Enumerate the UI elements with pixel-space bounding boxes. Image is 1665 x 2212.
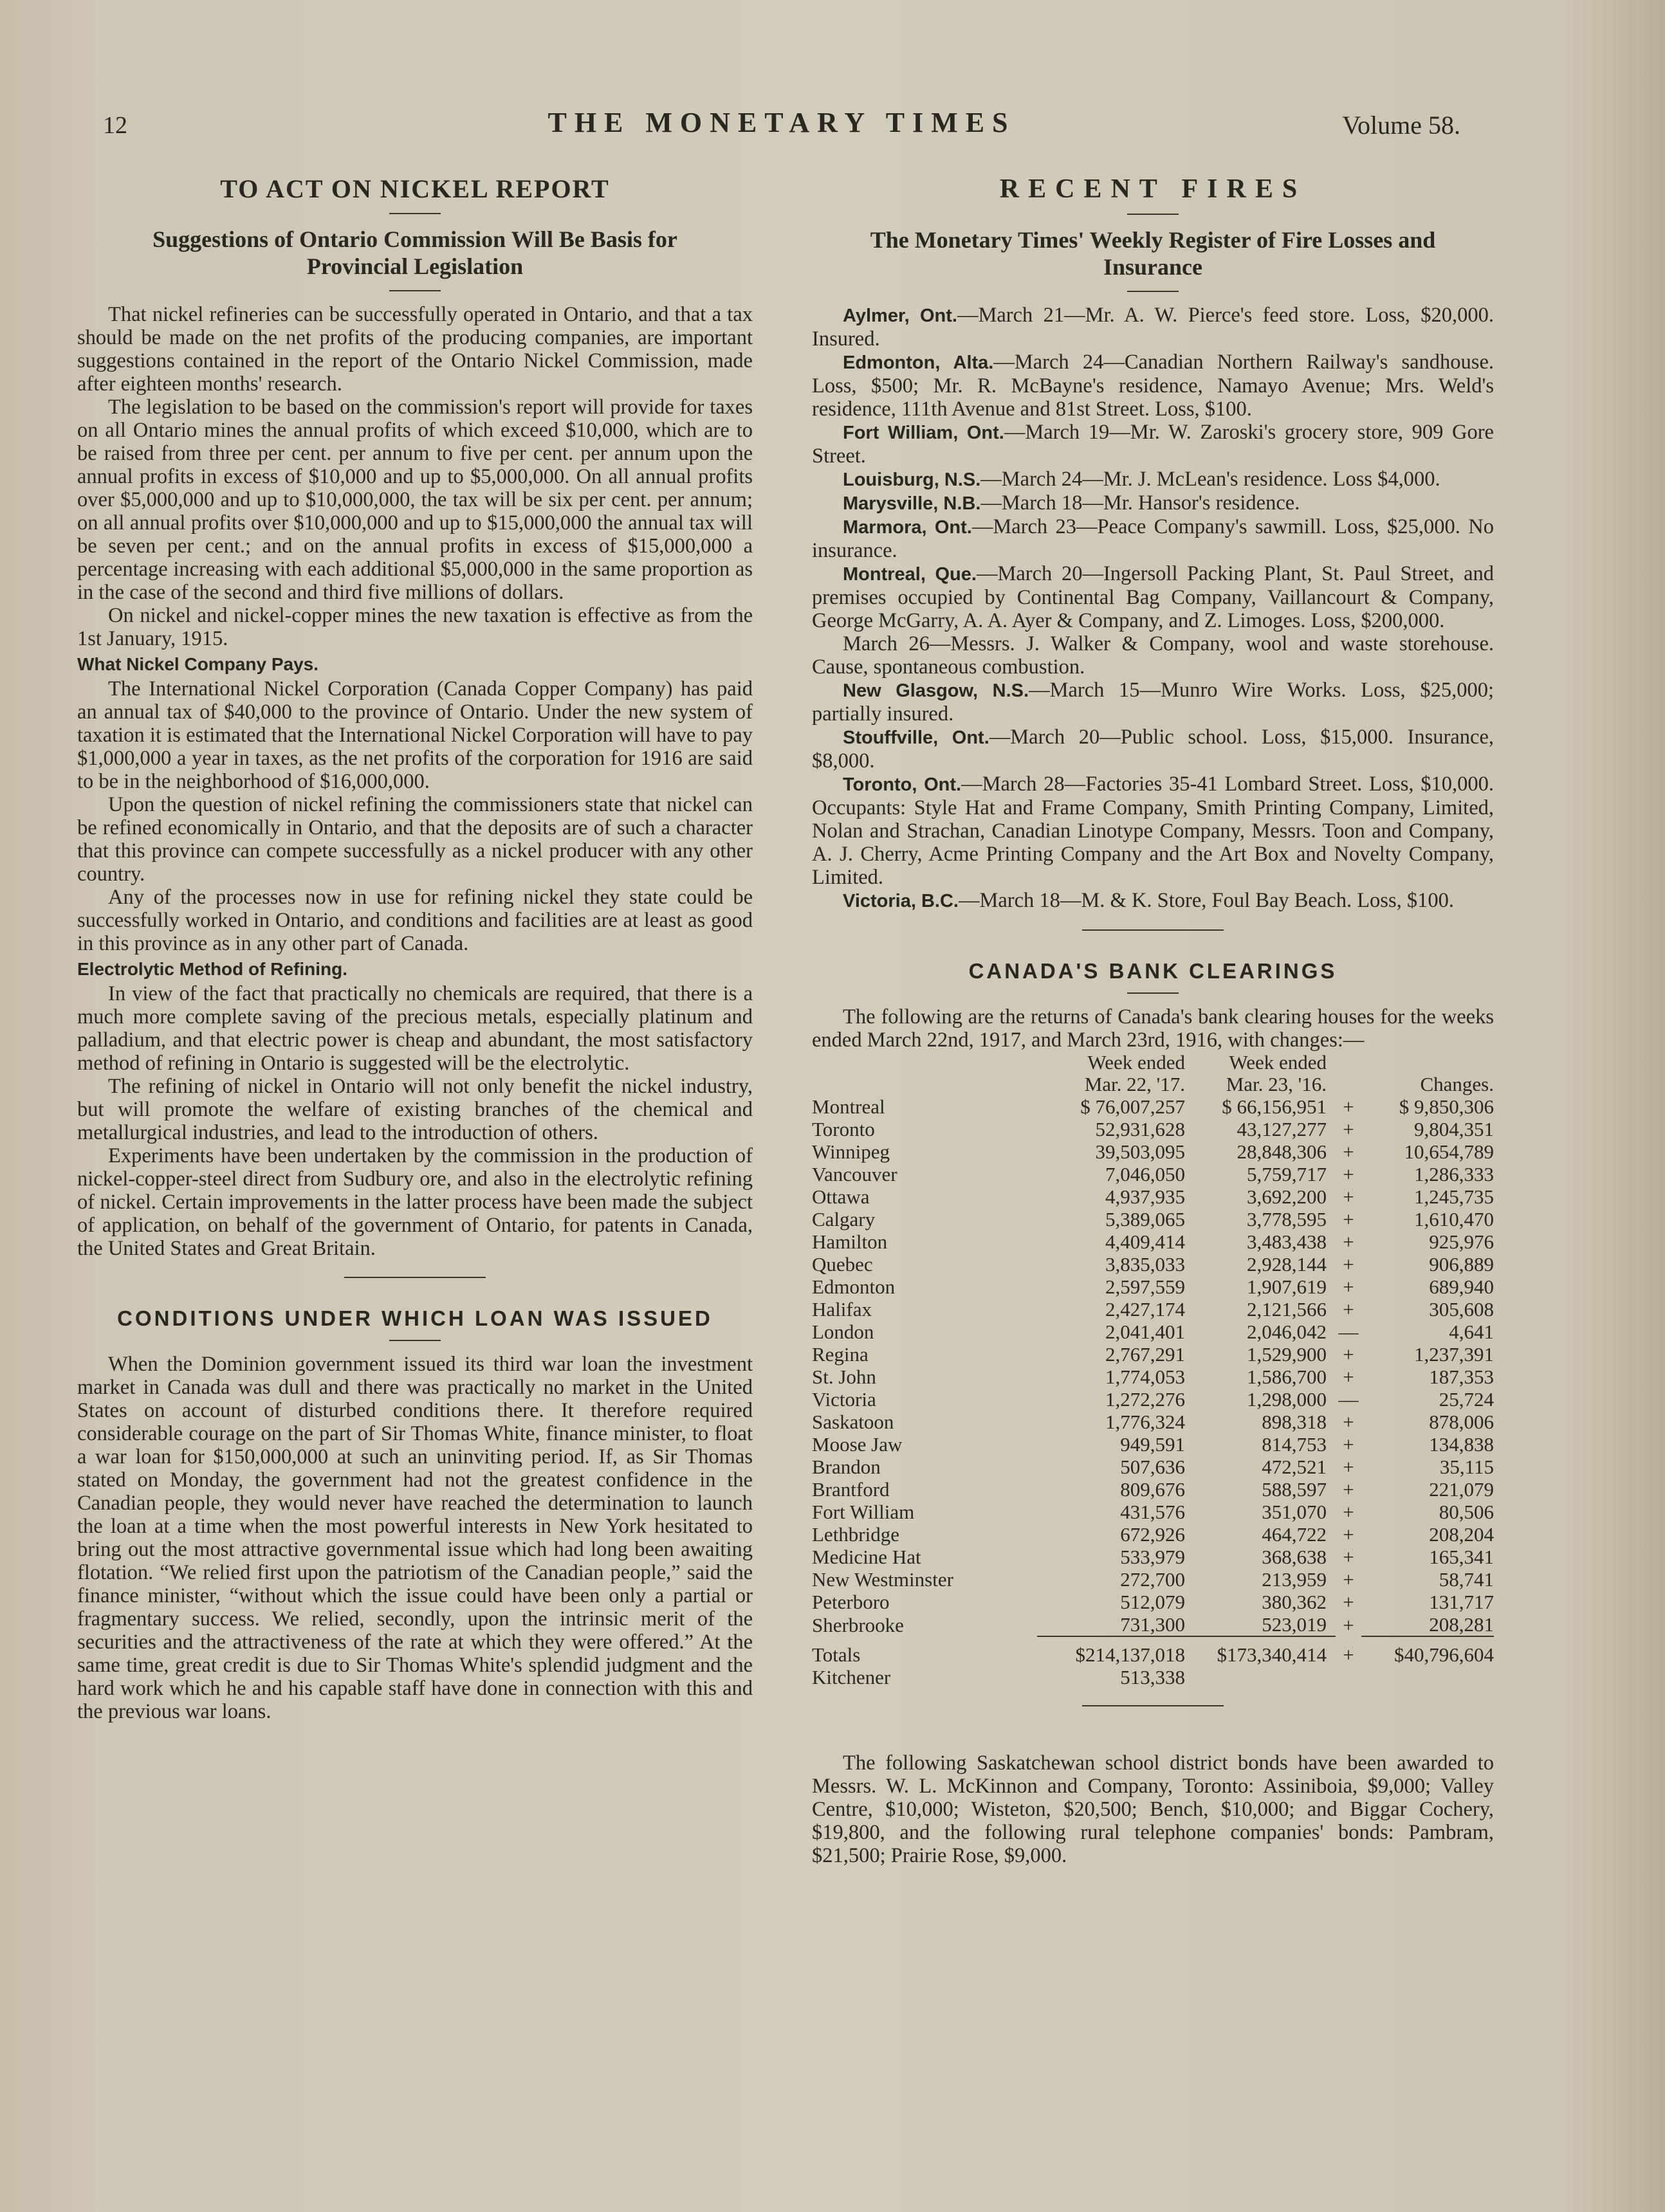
- fire-details: —March 15—Munro Wire Works. Loss, $25,000; partially insured.: [812, 679, 1494, 726]
- table-cell: 35,115: [1439, 1456, 1494, 1478]
- table-row: [812, 1118, 1494, 1140]
- table-cell: 221,079: [1429, 1478, 1494, 1501]
- table-row: [812, 1366, 1494, 1388]
- table-cell: 1,774,053: [1105, 1366, 1185, 1388]
- clearings-table: [812, 1052, 1494, 1688]
- table-cell: +: [1343, 1185, 1354, 1208]
- table-cell: 25,724: [1439, 1388, 1494, 1411]
- fire-place: Victoria, B.C.: [843, 891, 959, 911]
- table-cell: 187,353: [1429, 1366, 1494, 1388]
- fire-entry: [812, 679, 1494, 726]
- table-cell: +: [1343, 1208, 1354, 1230]
- table-cell: 1,298,000: [1247, 1388, 1327, 1411]
- fire-details: —March 18—M. & K. Store, Foul Bay Beach. Loss, $100.: [958, 889, 1454, 912]
- table-cell: +: [1343, 1501, 1354, 1523]
- table-cell: 213,959: [1262, 1568, 1327, 1591]
- article-paragraph: The refining of nickel in Ontario will not only benefit the nickel industry, but will promote the welfare of existing branches of the chemical and metallurgical industries, and lead to the introduction of others.: [77, 1075, 753, 1144]
- city-cell: Peterboro: [812, 1591, 890, 1613]
- fire-place: Marmora, Ont.: [843, 517, 972, 538]
- table-row: [812, 1298, 1494, 1321]
- table-cell: 464,722: [1262, 1523, 1327, 1546]
- table-row: [812, 1613, 1494, 1636]
- table-cell: 431,576: [1120, 1501, 1185, 1523]
- table-row: [812, 1321, 1494, 1343]
- city-cell: New Westminster: [812, 1568, 953, 1591]
- table-cell: 731,300: [1120, 1613, 1185, 1636]
- table-cell: 3,483,438: [1247, 1230, 1327, 1253]
- city-cell: St. John: [812, 1366, 876, 1388]
- city-cell: Medicine Hat: [812, 1546, 921, 1568]
- column-header: Mar. 22, '17.: [1084, 1073, 1185, 1095]
- nickel-subheading: Suggestions of Ontario Commission Will Be Basis for Provincial Legislation: [152, 226, 677, 279]
- table-cell: +: [1343, 1478, 1354, 1501]
- table-cell: 10,654,789: [1404, 1140, 1494, 1163]
- fires-subheading: The Monetary Times' Weekly Register of Fire Losses and Insurance: [870, 227, 1436, 280]
- table-cell: 925,976: [1429, 1230, 1494, 1253]
- table-cell: 165,341: [1429, 1546, 1494, 1568]
- table-cell: 3,835,033: [1105, 1253, 1185, 1275]
- table-row: [812, 1388, 1494, 1411]
- article-paragraph: When the Dominion government issued its third war loan the investment market in Canada was dull and there was practically no market in the United States on account of disturbed conditions there. It therefore required considerable courage on the part of Sir Thomas White, finance minister, to float a war loan for $150,000,000 at such an uninviting period. If, as Sir Thomas stated on Monday, the government had not the greatest confidence in the Canadian people, they would never have reached the determination to launch the loan at a time when the most powerful interests in New York hesitated to bring out the most attractive governmental issue which had long been awaiting flotation. “We relied first upon the patriotism of the Canadian people,” said the finance minister, “without which the issue could have been only a partial or fragmentary success. We relied, secondly, upon the intrinsic merit of the securities and the attractiveness of the rate at which they were offered.” At the same time, great credit is due to Sir Thomas White's splendid judgment and the hard work which he and his capable staff have done in connection with this and the previous war loans.: [77, 1353, 753, 1723]
- table-cell: 208,281: [1429, 1613, 1494, 1636]
- fire-details: —March 24—Canadian Northern Railway's sandhouse. Loss, $500; Mr. R. McBayne's residence, Namayo Avenue; Mrs. Weld's residence, 111th Avenue and 81st Street. Loss, $100.: [812, 351, 1494, 421]
- heading-rule: [389, 213, 441, 214]
- table-cell: 3,692,200: [1247, 1185, 1327, 1208]
- city-cell: Regina: [812, 1343, 869, 1366]
- table-cell: +: [1343, 1343, 1354, 1366]
- article-paragraph: On nickel and nickel-copper mines the new taxation is effective as from the 1st January, 1915.: [77, 604, 753, 650]
- table-cell: 533,979: [1120, 1546, 1185, 1568]
- city-cell: Brantford: [812, 1478, 890, 1501]
- table-row: [812, 1163, 1494, 1185]
- table-cell: 672,926: [1120, 1523, 1185, 1546]
- city-cell: Fort William: [812, 1501, 915, 1523]
- table-cell: 7,046,050: [1105, 1163, 1185, 1185]
- table-row: [812, 1095, 1494, 1118]
- table-cell: 1,245,735: [1414, 1185, 1494, 1208]
- table-row: [812, 1546, 1494, 1568]
- table-cell: 1,610,470: [1414, 1208, 1494, 1230]
- table-cell: 513,338: [1120, 1666, 1185, 1688]
- city-cell: Winnipeg: [812, 1140, 890, 1163]
- heading-rule: [1127, 291, 1179, 292]
- table-cell: +: [1343, 1275, 1354, 1298]
- running-header: [103, 106, 1460, 145]
- fires-heading: RECENT FIRES: [999, 174, 1307, 204]
- column-header: Changes.: [1420, 1073, 1494, 1095]
- fire-entry: [812, 491, 1494, 515]
- table-cell: 58,741: [1439, 1568, 1494, 1591]
- table-cell: 2,046,042: [1247, 1321, 1327, 1343]
- table-header-row: [812, 1074, 1494, 1095]
- fire-place: New Glasgow, N.S.: [843, 681, 1029, 701]
- table-cell: 906,889: [1429, 1253, 1494, 1275]
- fire-entry: [812, 562, 1494, 632]
- fire-details: March 26—Messrs. J. Walker & Company, wool and waste storehouse. Cause, spontaneous combustion.: [812, 632, 1494, 679]
- table-row: [812, 1343, 1494, 1366]
- table-cell: 2,597,559: [1105, 1275, 1185, 1298]
- table-cell: 1,237,391: [1414, 1343, 1494, 1366]
- fire-details: —March 20—Ingersoll Packing Plant, St. Paul Street, and premises occupied by Continental Bag Company, Vaillancourt & Company, George McGarry, A. A. Ayer & Company, and Z. Limoges. Loss, $200,000.: [812, 562, 1494, 632]
- table-row: [812, 1275, 1494, 1298]
- table-cell: 507,636: [1120, 1456, 1185, 1478]
- table-cell: 512,079: [1120, 1591, 1185, 1613]
- city-cell: London: [812, 1321, 874, 1343]
- table-cell: 5,759,717: [1247, 1163, 1327, 1185]
- fire-entry: [812, 515, 1494, 562]
- fire-place: Aylmer, Ont.: [843, 306, 957, 326]
- table-cell: 1,272,276: [1105, 1388, 1185, 1411]
- heading-rule: [1127, 214, 1179, 215]
- city-cell: Montreal: [812, 1095, 885, 1118]
- city-cell: Quebec: [812, 1253, 873, 1275]
- table-cell: 878,006: [1429, 1411, 1494, 1433]
- table-row: [812, 1568, 1494, 1591]
- city-cell: Ottawa: [812, 1185, 870, 1208]
- article-paragraph: In view of the fact that practically no chemicals are required, that there is a much more complete saving of the precious metals, especially platinum and palladium, and that electric power is cheap and abundant, the most satisfactory method of refining in Ontario is suggested will be the electrolytic.: [77, 982, 753, 1075]
- table-cell: 809,676: [1120, 1478, 1185, 1501]
- table-cell: 2,041,401: [1105, 1321, 1185, 1343]
- fire-entry: [812, 889, 1494, 913]
- heading-rule: [389, 290, 441, 291]
- fire-place: Marysville, N.B.: [843, 493, 981, 514]
- table-row: [812, 1523, 1494, 1546]
- city-cell: Halifax: [812, 1298, 872, 1321]
- left-column: [77, 174, 753, 1723]
- fire-details: —March 18—Mr. Hansor's residence.: [980, 491, 1300, 515]
- table-cell: +: [1343, 1411, 1354, 1433]
- fire-entry: [812, 632, 1494, 679]
- totals-label: Totals: [812, 1643, 861, 1666]
- table-cell: 305,608: [1429, 1298, 1494, 1321]
- city-cell: Toronto: [812, 1118, 875, 1140]
- column-header: Week ended: [1087, 1051, 1185, 1074]
- table-row: [812, 1478, 1494, 1501]
- table-cell: 4,937,935: [1105, 1185, 1185, 1208]
- table-cell: +: [1343, 1546, 1354, 1568]
- table-cell: $ 76,007,257: [1080, 1095, 1185, 1118]
- fire-details: —March 23—Peace Company's sawmill. Loss, $25,000. No insurance.: [812, 515, 1494, 562]
- heading-rule: [389, 1340, 441, 1341]
- table-cell: 351,070: [1262, 1501, 1327, 1523]
- publication-title: THE MONETARY TIMES: [547, 107, 1016, 138]
- fire-place: Louisburg, N.S.: [843, 470, 981, 490]
- fire-details: —March 20—Public school. Loss, $15,000. Insurance, $8,000.: [812, 726, 1494, 772]
- page-number: 12: [103, 112, 127, 139]
- table-cell: +: [1343, 1230, 1354, 1253]
- clearings-intro: The following are the returns of Canada's bank clearing houses for the weeks ended March 22nd, 1917, and March 23rd, 1916, with changes:—: [812, 1005, 1494, 1052]
- fire-details: —March 19—Mr. W. Zaroski's grocery store, 909 Gore Street.: [812, 421, 1494, 468]
- table-row: [812, 1591, 1494, 1613]
- table-cell: +: [1343, 1118, 1354, 1140]
- table-cell: +: [1343, 1613, 1354, 1636]
- table-cell: +: [1343, 1095, 1354, 1118]
- table-row: [812, 1140, 1494, 1163]
- fire-place: Toronto, Ont.: [843, 774, 962, 795]
- table-cell: 52,931,628: [1095, 1118, 1185, 1140]
- table-cell: 689,940: [1429, 1275, 1494, 1298]
- table-cell: 368,638: [1262, 1546, 1327, 1568]
- city-cell: Sherbrooke: [812, 1613, 904, 1636]
- table-row: [812, 1230, 1494, 1253]
- city-cell: Saskatoon: [812, 1411, 894, 1433]
- column-header: Mar. 23, '16.: [1226, 1073, 1327, 1095]
- table-cell: +: [1343, 1298, 1354, 1321]
- table-cell: $40,796,604: [1361, 1636, 1494, 1666]
- table-cell: 472,521: [1262, 1456, 1327, 1478]
- table-cell: 523,019: [1262, 1613, 1327, 1636]
- volume-label: Volume 58.: [1342, 111, 1460, 140]
- section-rule: [344, 1277, 486, 1278]
- table-cell: 208,204: [1429, 1523, 1494, 1546]
- table-cell: 43,127,277: [1237, 1118, 1327, 1140]
- fire-entry: [812, 726, 1494, 772]
- table-row: [812, 1185, 1494, 1208]
- article-paragraph: The International Nickel Corporation (Canada Copper Company) has paid an annual tax of $40,000 to the province of Ontario. Under the new system of taxation it is estimated that the International Nickel Corporation will have to pay $1,000,000 a year in taxes, as the net profits of the corporation for 1916 are said to be in the neighborhood of $16,000,000.: [77, 677, 753, 793]
- table-cell: 1,776,324: [1105, 1411, 1185, 1433]
- fire-details: —March 28—Factories 35-41 Lombard Street. Loss, $10,000. Occupants: Style Hat and Frame Company, Smith Printing Company, Limited, Nolan and Strachan, Canadian Linotype Company, Messrs. Toon and Company, A. J. Cherry, Acme Printing Company and the Art Box and Novelty Company, Limited.: [812, 772, 1494, 889]
- totals-row: [812, 1636, 1494, 1666]
- table-cell: 9,804,351: [1414, 1118, 1494, 1140]
- fire-entry: [812, 421, 1494, 468]
- table-cell: +: [1343, 1253, 1354, 1275]
- table-row: [812, 1666, 1494, 1688]
- city-cell: Calgary: [812, 1208, 876, 1230]
- fire-entry: [812, 304, 1494, 351]
- table-cell: 380,362: [1262, 1591, 1327, 1613]
- table-cell: +: [1343, 1366, 1354, 1388]
- fire-entry: [812, 468, 1494, 491]
- table-row: [812, 1253, 1494, 1275]
- nickel-heading: TO ACT ON NICKEL REPORT: [220, 174, 610, 203]
- table-cell: 2,928,144: [1247, 1253, 1327, 1275]
- city-cell: Victoria: [812, 1388, 876, 1411]
- table-cell: 4,641: [1449, 1321, 1494, 1343]
- table-cell: $ 66,156,951: [1222, 1095, 1327, 1118]
- heading-rule: [1127, 992, 1179, 994]
- table-cell: 2,427,174: [1105, 1298, 1185, 1321]
- fire-place: Fort William, Ont.: [843, 423, 1004, 443]
- table-cell: 588,597: [1262, 1478, 1327, 1501]
- table-cell: +: [1343, 1568, 1354, 1591]
- table-row: [812, 1208, 1494, 1230]
- table-cell: 1,529,900: [1247, 1343, 1327, 1366]
- table-cell: $173,340,414: [1191, 1636, 1336, 1666]
- side-heading: Electrolytic Method of Refining.: [77, 959, 348, 979]
- table-cell: 1,586,700: [1247, 1366, 1327, 1388]
- table-cell: +: [1343, 1433, 1354, 1456]
- table-cell: 5,389,065: [1105, 1208, 1185, 1230]
- table-cell: 1,286,333: [1414, 1163, 1494, 1185]
- table-cell: $214,137,018: [1037, 1636, 1191, 1666]
- table-cell: 28,848,306: [1237, 1140, 1327, 1163]
- section-rule: [1082, 929, 1224, 931]
- article-paragraph: That nickel refineries can be successfully operated in Ontario, and that a tax should be made on the net profits of the producing companies, are important suggestions contained in the report of the Ontario Nickel Commission, made after eighteen months' research.: [77, 303, 753, 396]
- table-row: [812, 1433, 1494, 1456]
- table-cell: 1,907,619: [1247, 1275, 1327, 1298]
- city-cell: Moose Jaw: [812, 1433, 903, 1456]
- article-paragraph: Experiments have been undertaken by the commission in the production of nickel-copper-steel direct from Sudbury ore, and also in the electrolytic refining of nickel. Certain improvements in the latter process have been made the subject of application, on behalf of the government of Ontario, for patents in Canada, the United States and Great Britain.: [77, 1144, 753, 1260]
- table-cell: —: [1338, 1321, 1359, 1343]
- article-paragraph: Any of the processes now in use for refining nickel they state could be successfully worked in Ontario, and conditions and facilities are at least as good in this province as in any other part of Canada.: [77, 886, 753, 955]
- clearings-heading: CANADA'S BANK CLEARINGS: [968, 959, 1338, 983]
- fire-entry: [812, 772, 1494, 889]
- right-column: [812, 174, 1494, 1867]
- table-header-row: [812, 1052, 1494, 1074]
- city-cell: Hamilton: [812, 1230, 888, 1253]
- fire-place: Edmonton, Alta.: [843, 352, 994, 373]
- city-cell: Vancouver: [812, 1163, 897, 1185]
- fire-place: Montreal, Que.: [843, 564, 977, 585]
- city-cell: Edmonton: [812, 1275, 896, 1298]
- table-row: [812, 1456, 1494, 1478]
- article-paragraph: Upon the question of nickel refining the commissioners state that nickel can be refined economically in Ontario, and that the deposits are of such a character that this province can compete successfully as a nickel producer with any other country.: [77, 793, 753, 886]
- fire-entry: [812, 351, 1494, 421]
- table-row: [812, 1501, 1494, 1523]
- loan-heading: CONDITIONS UNDER WHICH LOAN WAS ISSUED: [117, 1306, 713, 1330]
- table-cell: 2,767,291: [1105, 1343, 1185, 1366]
- table-cell: 131,717: [1429, 1591, 1494, 1613]
- table-cell: 39,503,095: [1095, 1140, 1185, 1163]
- fire-details: —March 21—Mr. A. W. Pierce's feed store. Loss, $20,000. Insured.: [812, 304, 1494, 351]
- bonds-paragraph: The following Saskatchewan school district bonds have been awarded to Messrs. W. L. McKinnon and Company, Toronto: Assiniboia, $9,000; Valley Centre, $10,000; Wisteton, $20,500; Bench, $10,000; and Biggar Cochery, $19,800, and the following rural telephone companies' bonds: Pambram, $21,500; Prairie Rose, $9,000.: [812, 1751, 1494, 1867]
- table-cell: 814,753: [1262, 1433, 1327, 1456]
- table-cell: 272,700: [1120, 1568, 1185, 1591]
- table-cell: 3,778,595: [1247, 1208, 1327, 1230]
- table-cell: 2,121,566: [1247, 1298, 1327, 1321]
- article-paragraph: The legislation to be based on the commission's report will provide for taxes on all Ontario mines the annual profits of which exceed $10,000, which are to be raised from three per cent. per annum to five per cent. per annum upon the annual profits in excess of $10,000 and up to $5,000,000. On all annual profits over $5,000,000 and up to $10,000,000, the tax will be six per cent. per annum; on all annual profits over $10,000,000 and up to $15,000,000 the annual tax will be seven per cent.; and on the annual profits in excess of $15,000,000 a percentage increasing with each additional $5,000,000 in the same proportion as in the case of the second and third five millions of dollars.: [77, 396, 753, 604]
- fire-list: [812, 304, 1494, 913]
- table-cell: +: [1343, 1140, 1354, 1163]
- table-cell: +: [1343, 1456, 1354, 1478]
- city-cell: Brandon: [812, 1456, 881, 1478]
- table-cell: +: [1343, 1523, 1354, 1546]
- fire-details: —March 24—Mr. J. McLean's residence. Loss $4,000.: [980, 468, 1440, 491]
- city-cell: Lethbridge: [812, 1523, 900, 1546]
- table-cell: $ 9,850,306: [1399, 1095, 1494, 1118]
- table-cell: —: [1338, 1388, 1359, 1411]
- table-cell: +: [1343, 1643, 1354, 1666]
- table-cell: Kitchener: [812, 1666, 891, 1688]
- table-cell: 949,591: [1120, 1433, 1185, 1456]
- table-cell: 134,838: [1429, 1433, 1494, 1456]
- table-row: [812, 1411, 1494, 1433]
- table-cell: 898,318: [1262, 1411, 1327, 1433]
- table-cell: +: [1343, 1591, 1354, 1613]
- fire-place: Stouffville, Ont.: [843, 727, 989, 748]
- table-cell: +: [1343, 1163, 1354, 1185]
- table-cell: 80,506: [1439, 1501, 1494, 1523]
- side-heading: What Nickel Company Pays.: [77, 654, 319, 674]
- section-rule: [1082, 1705, 1224, 1706]
- table-cell: 4,409,414: [1105, 1230, 1185, 1253]
- column-header: Week ended: [1229, 1051, 1327, 1074]
